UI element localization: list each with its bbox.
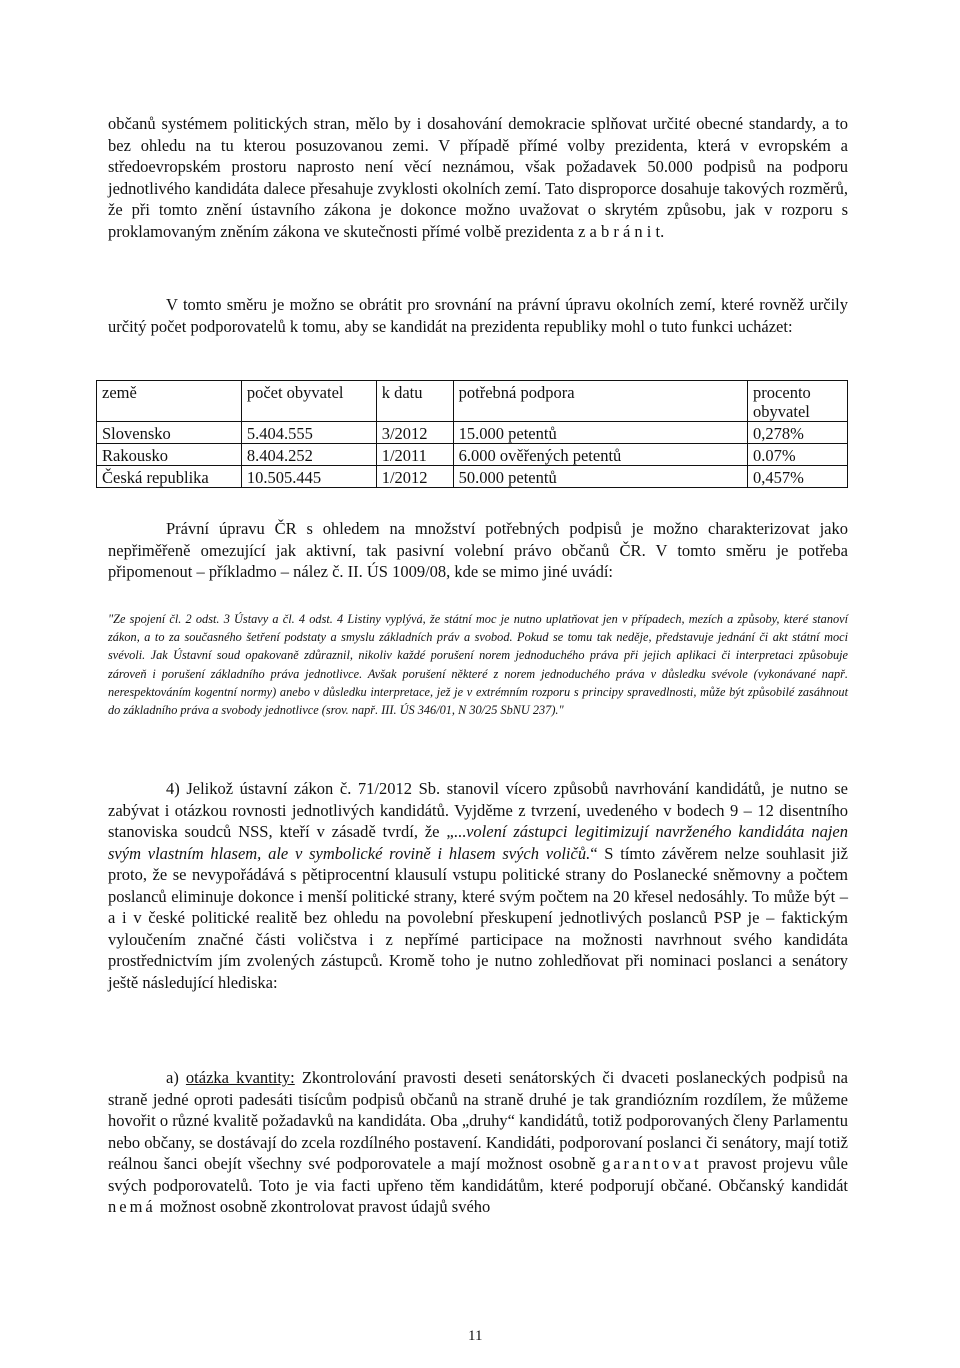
court-quote [108,610,848,719]
table-header-cell: země [97,381,242,422]
paragraph-5-heading: otázka kvantity: [185,1068,295,1087]
page-number: 11 [468,1328,483,1344]
table-header-cell: počet obyvatel [241,381,376,422]
table-header-cell: procento obyvatel [748,381,848,422]
paragraph-5-start: a) [166,1068,186,1087]
table-cell: 1/2011 [376,444,453,466]
table-cell: 10.505.445 [241,466,376,488]
table-cell: Rakousko [97,444,242,466]
table-header-row [97,381,848,422]
table-cell: Česká republika [97,466,242,488]
paragraph-1 [108,113,848,242]
paragraph-5-mid2: pravost projevu vůle svých podporovatelů. Toto je via facti upřeno těm kandidátům, které podporují občané. Občanský kandidát [108,1154,848,1195]
table-cell: 8.404.252 [241,444,376,466]
table-row [97,466,848,488]
table-cell: 0,457% [748,466,848,488]
table-cell: 0,278% [748,422,848,444]
paragraph-4-end: “ S tímto závěrem nelze souhlasit již proto, že se nevypořádává s pětiprocentní klausulí vstupu politické strany do Poslanecké sněmovny a počtem poslanců eliminuje dokonce i menší politické strany, které svým počtem na 20 křesel nedosáhly. To může být – a i v české politické realitě bez ohledu na povolební přeskupení jednotlivých poslanců PSP je – faktickým vyloučením značné části voličstva i z nepřímé participace na možnosti navrhnout svého kandidáta prostřednictvím jím zvolených zástupců. Kromě toho je nutno zohledňovat při nominaci poslanci a senátory ještě následující hlediska: [108,843,848,992]
paragraph-3 [108,518,848,583]
table-cell: Slovensko [97,422,242,444]
table-cell: 0.07% [748,444,848,466]
paragraph-5-mid: Zkontrolování pravosti deseti senátorských či dvaceti poslaneckých podpisů na straně jedné oproti padesáti tisícům podpisů občanů na straně druhé je tak grandiózním rozdílem, že můžeme hovořit o různé kvalitě požadavků na kandidáta. Oba „druhy“ kandidátů, totiž podporovaných členy Parlamentu nebo občany, se dostávají do zcela rozdílného postavení. Kandidáti, podporovaní poslanci či senátory, mají totiž reálnou šanci obejít všechny své podporovatele a mají možnost osobně [108,1068,848,1173]
paragraph-4 [108,778,848,993]
paragraph-2-text: V tomto směru je možno se obrátit pro srovnání na právní úpravu okolních zemí, které rovněž určily určitý počet podporovatelů k tomu, aby se kandidát na prezidenta republiky mohl o tuto funkci ucházet: [108,295,848,336]
paragraph-5-spaced-word: garantovat [601,1154,702,1173]
paragraph-5 [108,1067,848,1218]
paragraph-5-end: možnost osobně zkontrolovat pravost údajů svého [155,1197,491,1216]
table-row [97,444,848,466]
comparison-table [96,380,848,488]
paragraph-2 [108,294,848,337]
paragraph-5-text [108,1067,848,1218]
table-cell: 50.000 petentů [453,466,747,488]
table-cell: 3/2012 [376,422,453,444]
paragraph-4-start: 4) Jelikož ústavní zákon č. 71/2012 Sb. stanovil vícero způsobů navrhování kandidátů, je nutno se zabývat i otázkou rovnosti jednotlivých kandidátů. Vyjděme z tvrzení, uvedeného v bodech 9 – 12 disentního stanoviska soudců NSS, kteří v zásadě tvrdí, že „... [108,779,848,841]
table-cell: 6.000 ověřených petentů [453,444,747,466]
table-cell: 15.000 petentů [453,422,747,444]
table-cell: 1/2012 [376,466,453,488]
court-quote-text: "Ze spojení čl. 2 odst. 3 Ústavy a čl. 4 odst. 4 Listiny vyplývá, že státní moc je nutno uplatňovat jen v případech, mezích a způsoby, které stanoví zákon, a to za současného šetření podstaty a smyslu základních práv a svobod. Pokud se tomu tak neděje, představuje jednání či akt státní moci svévoli. Jak Ústavní soud opakovaně zdůraznil, nikoliv každé porušení norem jednoduchého práva při jejich aplikaci či interpretaci způsobuje zároveň i porušení základního práva jednotlivce. Avšak porušení některé z norem jednoduchého práva v důsledku svévole (vykonávané např. nerespektováním kogentní normy) anebo v důsledku interpretace, jež je v extrémním rozporu s principy spravedlnosti, může být způsobilé zasáhnout do základního práva a svobody jednotlivce (srov. např. III. ÚS 346/01, N 30/25 SbNU 237)." [108,612,848,718]
paragraph-1-text: občanů systémem politických stran, mělo by i dosahování demokracie splňovat určité obecné standardy, a to bez ohledu na tu kterou posuzovanou zemi. V případě přímé volby prezidenta, která v evropském a středoevropském prostoru naprosto není věcí neznámou, však požadavek 50.000 podpisů na podporu jednotlivého kandidáta dalece přesahuje zvyklosti okolních zemí. Tato disproporce dosahuje takových rozměrů, že při tomto znění ústavního zákona je dokonce možno uvažovat o skrytém způsobu, jak v rozporu s proklamovaným zněním zákona ve skutečnosti přímé volbě prezidenta z a b r á n i t. [108,114,848,241]
table-header-cell: k datu [376,381,453,422]
paragraph-5-spaced-word: nemá [108,1197,156,1216]
paragraph-4-italic-quote: volení zástupci legitimizují navrženého kandidáta najen svým vlastním hlasem, ale v symbolické rovině i hlasem svých voličů. [108,822,848,863]
table-row [97,422,848,444]
paragraph-3-text: Právní úpravu ČR s ohledem na množství potřebných podpisů je možno charakterizovat jako nepřiměřeně omezující jak aktivní, tak pasivní volební právo občanů ČR. V tomto směru je potřeba připomenout – příkladmo – nález č. II. ÚS 1009/08, kde se mimo jiné uvádí: [108,519,848,581]
paragraph-4-text [108,778,848,993]
table-header-cell: potřebná podpora [453,381,747,422]
table-cell: 5.404.555 [241,422,376,444]
